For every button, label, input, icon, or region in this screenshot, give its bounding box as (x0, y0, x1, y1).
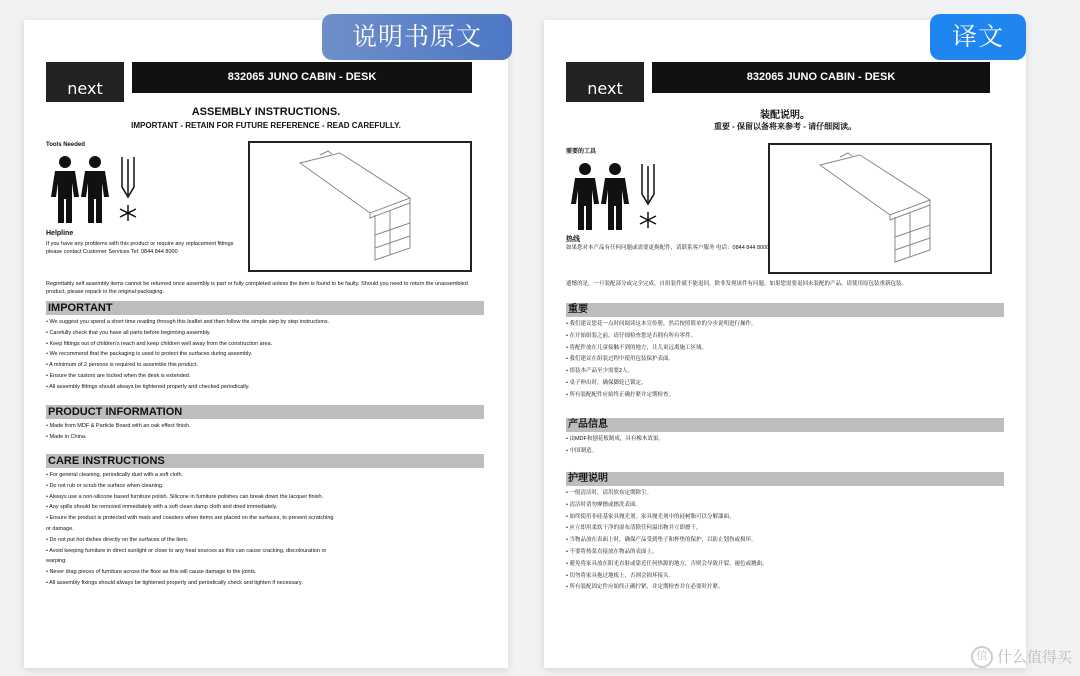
list-item: • Avoid keeping furniture in direct sunlight or close to any heat sources as this can cause cracking, discolouration or (46, 547, 327, 554)
list-item: • Ensure the product is protected with mats and coasters when items are placed on the surfaces, to prevent scratching (46, 515, 334, 522)
watermark-text: 什么值得买 (996, 647, 1072, 666)
section-heading: 护理说明 (566, 472, 1004, 486)
two-persons-screwdriver-icon (50, 155, 160, 225)
next-logo: next (566, 62, 644, 102)
list-item: • 避免将家具放在阳光直射或靠近任何热源的地方，否则会导致开裂、褪色或翘曲。 (566, 560, 768, 567)
list-item: or damage. (46, 525, 74, 532)
list-item: • 所有装配固定件应始终正确拧紧，并定期检查并在必要时拧紧。 (566, 584, 724, 591)
retain-notice: 重要 - 保留以备将来参考 - 请仔细阅读。 (713, 122, 857, 131)
list-item: • A minimum of 2 persons is required to assemble this product. (46, 362, 199, 369)
watermark-logo-icon: 值 (971, 646, 993, 668)
list-item: • 组装本产品至少需要2人。 (566, 368, 634, 375)
list-item: • Never drag pieces of furniture across the floor as this will cause damage to the joints. (46, 569, 257, 576)
important-section (46, 301, 484, 393)
product-title-bar: 832065 JUNO CABIN - DESK (652, 62, 990, 93)
list-item: • 在开始组装之前，请仔细检查您是否拥有所有零件。 (566, 332, 696, 339)
section-heading: IMPORTANT (46, 301, 484, 315)
tools-needed-label: 需要的工具 (566, 149, 597, 155)
smzdm-watermark (971, 646, 1072, 669)
care-instructions-section (46, 454, 484, 589)
section-heading: 产品信息 (566, 418, 1004, 432)
list-item: • All assembly fittings should always be tightened properly and checked periodically. (46, 383, 250, 390)
list-item: • 切勿将家具拖过地板上，否则会损坏接头。 (566, 572, 674, 579)
list-item: • 一般清洁时，请用软布定期除尘。 (566, 490, 652, 496)
list-item: • We suggest you spend a short time reading through this leaflet and then follow the simple step by step instructions. (46, 319, 330, 325)
list-item: • 我们建议在组装过程中使用包装保护表面。 (566, 356, 674, 363)
product-information-section (566, 418, 1004, 458)
list-item: • 中国制造。 (566, 447, 597, 454)
list-item: • 应立即用柔软干净的湿布清除任何溢出物并立即擦干。 (566, 525, 702, 532)
assembly-heading: 装配说明。 (760, 110, 810, 121)
return-policy-text: 遗憾的是，一旦装配部分或完全完成，自组装件就不能退回，除非发现该件有问题。如果您需要退回未装配的产品，请使用原包装重新包装。 (566, 281, 908, 287)
helpline-text: 如果您对本产品有任何问题或需要更换配件，请联系客户服务 电话：0844 844 8000 (566, 245, 770, 251)
list-item: • 始终使用非硅基家具抛光剂。家具抛光剂中的硅树脂可以分解漆面。 (566, 513, 735, 520)
list-item: • We recommend that the packaging is used to protect the surfaces during assembly. (46, 351, 253, 358)
helpline-title: 热线 (566, 236, 580, 243)
assembly-heading: ASSEMBLY INSTRUCTIONS. (191, 106, 341, 118)
list-item: • 不要将热菜直接放在物品的表面上。 (566, 548, 658, 555)
desk-illustration (248, 141, 472, 272)
tools-needed-label: Tools Needed (46, 142, 85, 148)
list-item: • For general cleaning, periodically dust with a soft cloth. (46, 472, 184, 478)
retain-notice: IMPORTANT - RETAIN FOR FUTURE REFERENCE - READ CAREFULLY. (131, 121, 401, 130)
list-item: • 桌子伸出时，确保脚轮已锁定。 (566, 379, 647, 386)
list-item: • Do not rub or scrub the surface when cleaning. (46, 482, 164, 489)
important-section (566, 303, 1004, 402)
translation-badge: 译文 (930, 14, 1026, 60)
list-item: • All assembly fixings should always be tightened properly and periodically check and tighten if necessary. (46, 579, 303, 586)
product-information-section (46, 405, 484, 443)
list-item: • Any spills should be removed immediately with a soft clean damp cloth and dried immediately. (46, 504, 278, 511)
next-logo: next (46, 62, 124, 102)
list-item: • 清洁时请勿摩擦或擦洗表面。 (566, 501, 641, 508)
translated-instructions-page (544, 20, 1026, 668)
list-item: • 将配件放在儿童接触不到的地方，让儿童远离施工区域。 (566, 344, 707, 351)
list-item: • Always use a non-silicone based furniture polish. Silicone in furniture polishes can break down the lacquer finish. (46, 493, 324, 500)
list-item: • Keep fittings out of children's reach and keep children well away from the construction area. (46, 340, 273, 347)
original-text-badge: 说明书原文 (322, 14, 512, 60)
list-item: • Ensure the castors are locked when the desk is extended. (46, 372, 191, 379)
list-item: • 当物品放在表面上时，确保产品受到垫子和杯垫的保护，以防止划伤或损坏。 (566, 537, 757, 544)
list-item: • Carefully check that you have all parts before beginning assembly. (46, 329, 211, 336)
section-heading: 重要 (566, 303, 1004, 317)
list-item: • Made in China. (46, 433, 87, 440)
list-item: • 我们建议您花一点时间阅读这本宣传册，然后按照简单的分步说明进行操作。 (566, 321, 757, 327)
two-persons-screwdriver-icon (570, 162, 680, 232)
product-title-bar: 832065 JUNO CABIN - DESK (132, 62, 472, 93)
helpline-title: Helpline (46, 230, 74, 237)
list-item: • Made from MDF & Particle Board with an oak effect finish. (46, 423, 191, 429)
section-heading: CARE INSTRUCTIONS (46, 454, 484, 468)
section-heading: PRODUCT INFORMATION (46, 405, 484, 419)
list-item: • Do not put hot dishes directly on the surfaces of the item. (46, 536, 189, 543)
list-item: warping. (46, 558, 67, 565)
list-item: • 由MDF和刨花板制成，具有橡木效果。 (566, 436, 664, 442)
original-instructions-page (24, 20, 508, 668)
helpline-text: If you have any problems with this product or require any replacement fittings please contact Customer Services Tel: 0844 844 8000 (46, 241, 234, 255)
list-item: • 所有装配配件应始终正确拧紧并定期检查。 (566, 391, 674, 398)
return-policy-text: Regrettably self assembly items cannot be returned once assembly is part or fully completed unless the item is found to be faulty. Should you need to return the unassembled product, please repack in the original packaging. (46, 281, 468, 295)
desk-illustration (768, 143, 992, 274)
care-instructions-section (566, 472, 1004, 594)
